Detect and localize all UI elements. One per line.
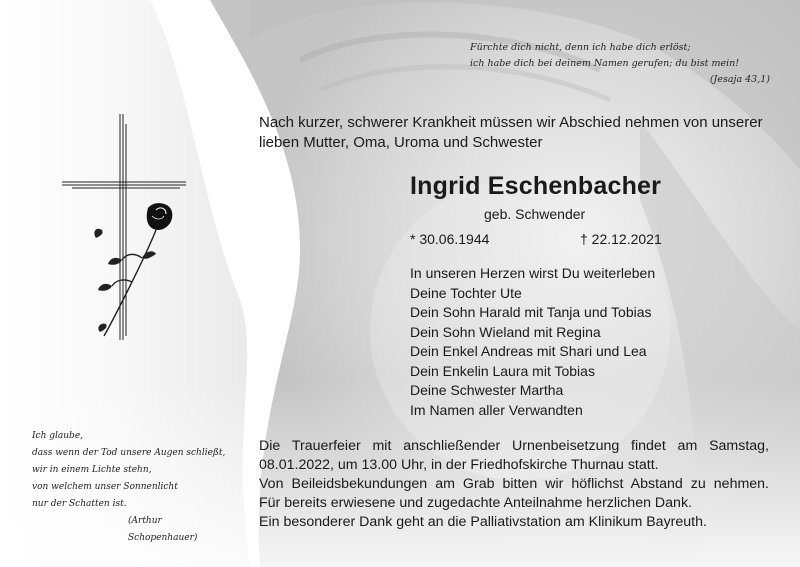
quote-line: Ich glaube, [32,431,84,441]
ceremony-line: Die Trauerfeier mit anschließender Urnenbeisetzung findet am Samstag, [259,438,769,454]
intro-text: Nach kurzer, schwerer Krankheit müssen wir Abschied nehmen von unserer lieben Mutter, Oma, Uroma und Schwester [259,114,763,151]
mourner-line: Dein Sohn Harald mit Tanja und Tobias [410,304,652,320]
birth-date: * 30.06.1944 [410,231,490,247]
ceremony-line: Ein besonderer Dank geht an die Palliativstation am Klinikum Bayreuth. [259,514,707,530]
ceremony-line: Für bereits erwiesene und zugedachte Anteilnahme herzlichen Dank. [259,495,692,511]
quote-line: wir in einem Lichte stehn, [32,465,152,475]
mourners-heading: In unseren Herzen wirst Du weiterleben [410,265,656,281]
ceremony-line: 08.01.2022, um 13.00 Uhr, in der Friedhofskirche Thurnau statt. [259,457,659,473]
quote-reference: (Arthur Schopenhauer) [128,516,198,543]
bible-verse-reference: (Jesaja 43,1) [709,74,770,85]
ceremony-line: Von Beileidsbekundungen am Grab bitten wir höflichst Abstand zu nehmen. [259,476,769,492]
mourners-list [410,264,655,420]
schopenhauer-quote [32,428,232,547]
mourner-line: Im Namen aller Verwandten [410,401,583,418]
mourner-line: Deine Schwester Martha [410,382,564,398]
mourner-line: Dein Enkel Andreas mit Shari und Lea [410,343,647,359]
mourner-line: Deine Tochter Ute [410,284,522,301]
mourner-line: Dein Enkelin Laura mit Tobias [410,362,595,379]
quote-line: nur der Schatten ist. [32,499,127,509]
ceremony-info [259,437,769,532]
bible-verse [470,40,770,88]
death-date: † 22.12.2021 [580,231,662,247]
quote-line: dass wenn der Tod unsere Augen schließt, [32,448,226,458]
cross-with-rose-icon [58,110,198,350]
deceased-name: Ingrid Eschenbacher [410,172,662,200]
bible-verse-line: ich habe dich bei deinem Namen gerufen; du bist mein! [470,58,740,69]
mourner-line: Dein Sohn Wieland mit Regina [410,323,601,340]
bible-verse-line: Fürchte dich nicht, denn ich habe dich erlöst; [470,42,691,53]
birth-name: geb. Schwender [484,206,586,222]
quote-line: von welchem unser Sonnenlicht [32,482,178,492]
